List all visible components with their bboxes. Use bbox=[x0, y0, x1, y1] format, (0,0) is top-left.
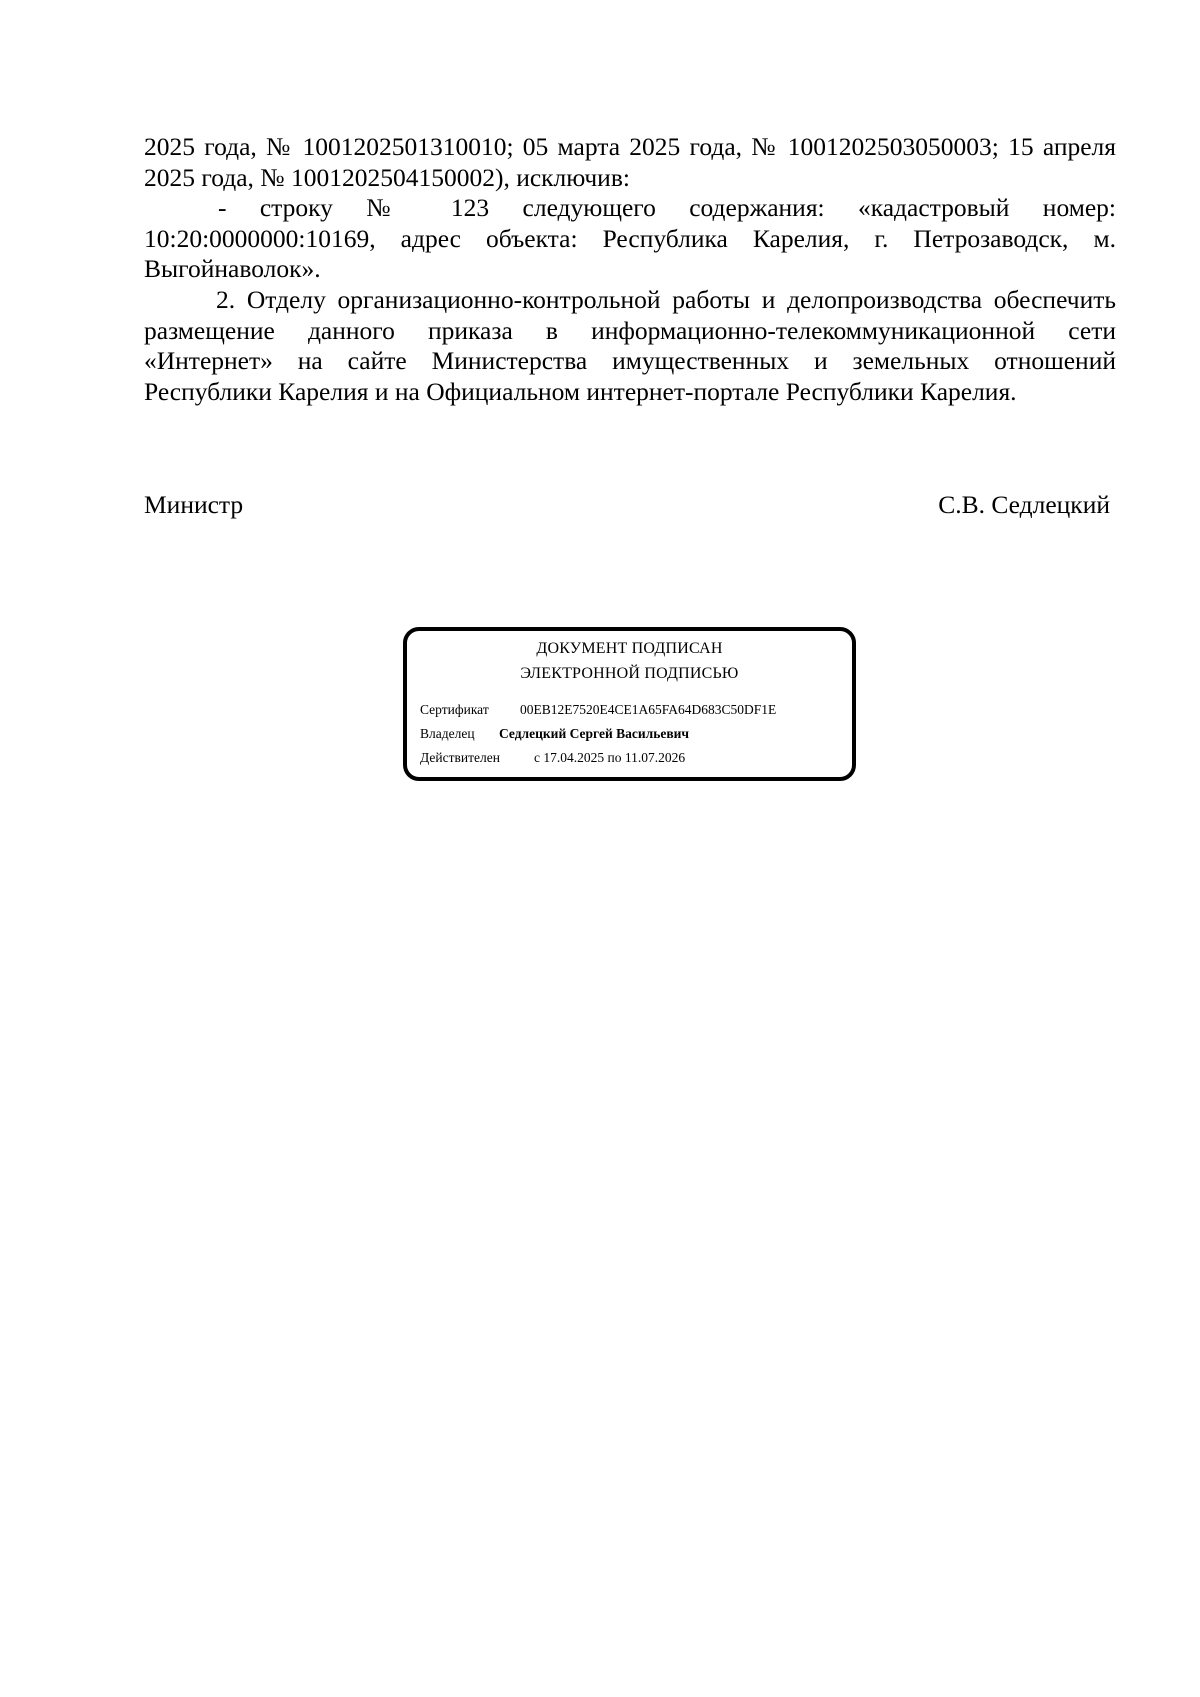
signatory-name: С.В. Седлецкий bbox=[938, 490, 1110, 519]
stamp-validity-row bbox=[420, 749, 685, 767]
electronic-signature-stamp bbox=[403, 627, 856, 781]
validity-value: с 17.04.2025 по 11.07.2026 bbox=[534, 750, 686, 765]
owner-label: Владелец bbox=[420, 726, 475, 741]
owner-value: Седлецкий Сергей Васильевич bbox=[499, 726, 690, 741]
paragraph-exclusion-item: - строку № 123 следующего содержания: «кадастровый номер: 10:20:0000000:10169, адрес объекта: Республика Карелия, г. Петрозаводск, м. Выгойнаволок». bbox=[144, 193, 1116, 284]
certificate-label: Сертификат bbox=[420, 702, 489, 717]
document-body bbox=[144, 132, 1116, 407]
paragraph-continuation: 2025 года, № 1001202501310010; 05 марта 2025 года, № 1001202503050003; 15 апреля 2025 года, № 1001202504150002), исключив: bbox=[144, 132, 1116, 192]
signatory-position: Министр bbox=[144, 490, 244, 519]
certificate-value: 00EB12E7520E4CE1A65FA64D683C50DF1E bbox=[520, 702, 777, 717]
signature-block bbox=[144, 490, 1116, 520]
stamp-title-line-2: ЭЛЕКТРОННОЙ ПОДПИСЬЮ bbox=[520, 665, 739, 682]
validity-label: Действителен bbox=[420, 750, 500, 765]
stamp-certificate-row bbox=[420, 701, 776, 719]
stamp-title-line-1: ДОКУМЕНТ ПОДПИСАН bbox=[536, 640, 723, 657]
paragraph-item-2: 2. Отделу организационно-контрольной работы и делопроизводства обеспечить размещение данного приказа в информационно-телекоммуникационной сети «Интернет» на сайте Министерства имущественных и земельных отношений Республики Карелия и на Официальном интернет-портале Республики Карелия. bbox=[144, 284, 1116, 406]
stamp-owner-row bbox=[420, 725, 689, 743]
